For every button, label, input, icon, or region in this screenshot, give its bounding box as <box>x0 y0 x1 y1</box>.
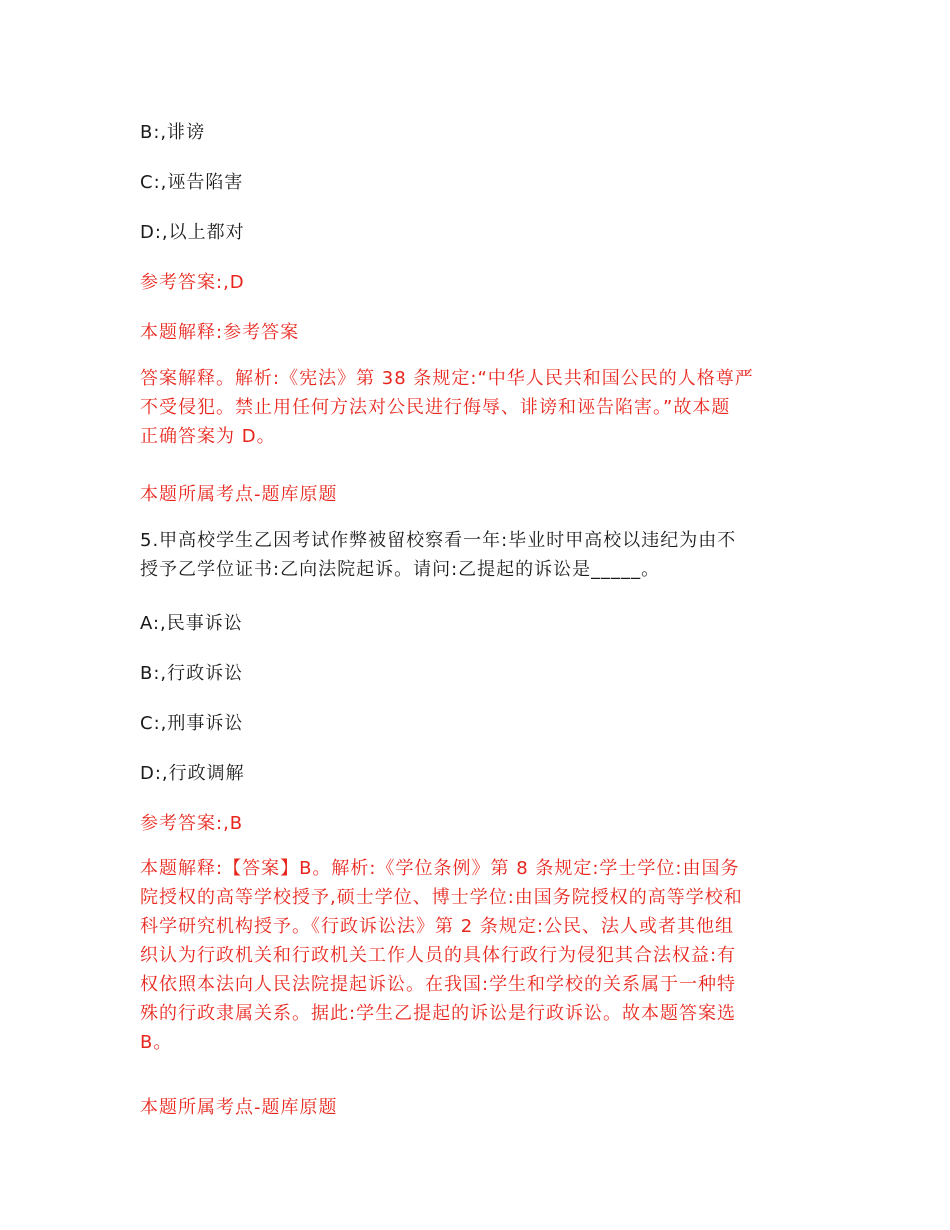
q5-option-a: A:,民事诉讼 <box>140 613 243 634</box>
q5-explanation-line: 科学研究机构授予。《行政诉讼法》第 2 条规定:公民、法人或者其他组 <box>140 916 734 937</box>
q5-explanation-line: 殊的行政隶属关系。据此:学生乙提起的诉讼是行政诉讼。故本题答案选 <box>140 1003 737 1024</box>
q5-explanation-line: 本题解释:【答案】B。解析:《学位条例》第 8 条规定:学士学位:由国务 <box>140 858 740 879</box>
q5-explanation-line: 院授权的高等学校授予,硕士学位、博士学位:由国务院授权的高等学校和 <box>140 887 743 908</box>
q4-option-d: D:,以上都对 <box>140 222 245 243</box>
q4-explanation <box>140 364 810 451</box>
q5-option-c: C:,刑事诉讼 <box>140 713 244 734</box>
q4-option-c: C:,诬告陷害 <box>140 172 244 193</box>
q5-topic: 本题所属考点-题库原题 <box>140 1097 338 1118</box>
q4-answer: 参考答案:,D <box>140 272 245 293</box>
q4-explain-title: 本题解释:参考答案 <box>140 322 300 343</box>
q5-question <box>140 526 810 584</box>
q5-explanation-line: 权依照本法向人民法院提起诉讼。在我国:学生和学校的关系属于一种特 <box>140 974 737 995</box>
q4-explanation-line: 答案解释。解析:《宪法》第 38 条规定:“中华人民共和国公民的人格尊严 <box>140 368 754 389</box>
q5-question-line: 授予乙学位证书:乙向法院起诉。请问:乙提起的诉讼是_____。 <box>140 559 661 580</box>
q4-explanation-line: 不受侵犯。禁止用任何方法对公民进行侮辱、诽谤和诬告陷害。”故本题 <box>140 397 731 418</box>
q4-explanation-line: 正确答案为 D。 <box>140 426 276 447</box>
q5-option-d: D:,行政调解 <box>140 763 245 784</box>
q5-question-line: 5.甲高校学生乙因考试作弊被留校察看一年:毕业时甲高校以违纪为由不 <box>140 530 737 551</box>
q5-answer: 参考答案:,B <box>140 813 244 834</box>
q5-explanation-line: 织认为行政机关和行政机关工作人员的具体行政行为侵犯其合法权益:有 <box>140 945 737 966</box>
q5-option-b: B:,行政诉讼 <box>140 663 244 684</box>
q4-topic: 本题所属考点-题库原题 <box>140 484 338 505</box>
q5-explanation-line: B。 <box>140 1032 173 1053</box>
q4-option-b: B:,诽谤 <box>140 122 206 143</box>
q5-explanation <box>140 854 810 1057</box>
